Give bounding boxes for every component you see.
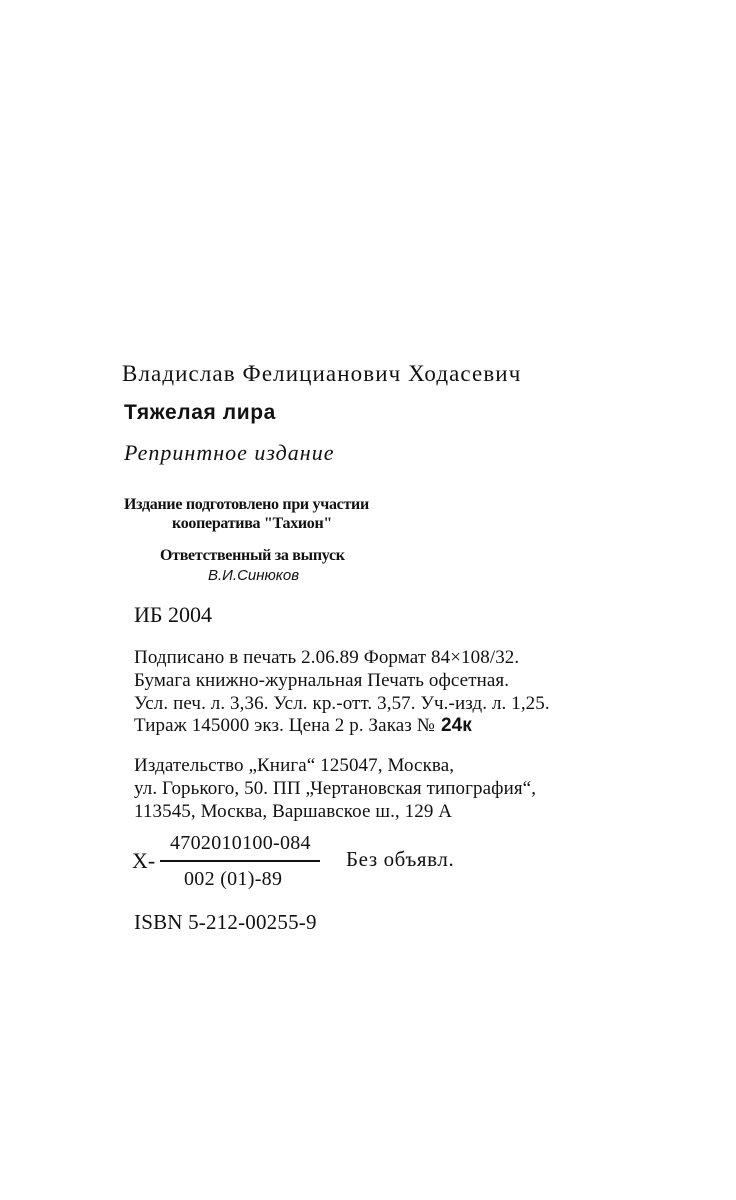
- preparation-line-2: кооператива "Тахион": [172, 515, 333, 532]
- classification-numerator: 4702010100-084: [170, 832, 311, 854]
- print-info-line-2: Бумага книжно-журнальная Печать офсетная.: [134, 670, 510, 691]
- order-number: 24к: [440, 715, 472, 736]
- responsible-label: Ответственный за выпуск: [160, 547, 345, 564]
- publisher-line-3: 113545, Москва, Варшавское ш., 129 А: [134, 801, 453, 822]
- publisher-line-1: Издательство „Книга“ 125047, Москва,: [134, 755, 455, 776]
- fraction-bar: [160, 860, 320, 862]
- author-name: Владислав Фелицианович Ходасевич: [122, 361, 522, 386]
- book-title: Тяжелая лира: [124, 401, 276, 424]
- classification-denominator: 002 (01)-89: [184, 868, 283, 890]
- classification-prefix: Х-: [132, 848, 156, 873]
- classification-fraction: [132, 832, 332, 892]
- no-announcement-note: Без объявл.: [346, 847, 455, 871]
- print-info-line-3: Усл. печ. л. 3,36. Усл. кр.-отт. 3,57. Уч.-изд. л. 1,25.: [134, 693, 550, 714]
- responsible-name: В.И.Синюков: [208, 567, 300, 584]
- print-run-and-price: Тираж 145000 экз. Цена 2 р. Заказ №: [134, 715, 435, 736]
- preparation-line-1: Издание подготовлено при участии: [124, 496, 369, 513]
- ib-number: ИБ 2004: [134, 602, 213, 627]
- isbn: ISBN 5-212-00255-9: [134, 910, 317, 934]
- print-info-line-1: Подписано в печать 2.06.89 Формат 84×108/32.: [134, 647, 520, 668]
- edition-subtitle: Репринтное издание: [124, 440, 335, 465]
- publisher-line-2: ул. Горького, 50. ПП „Чертановская типография“,: [134, 778, 537, 799]
- print-info-line-4: [134, 716, 472, 735]
